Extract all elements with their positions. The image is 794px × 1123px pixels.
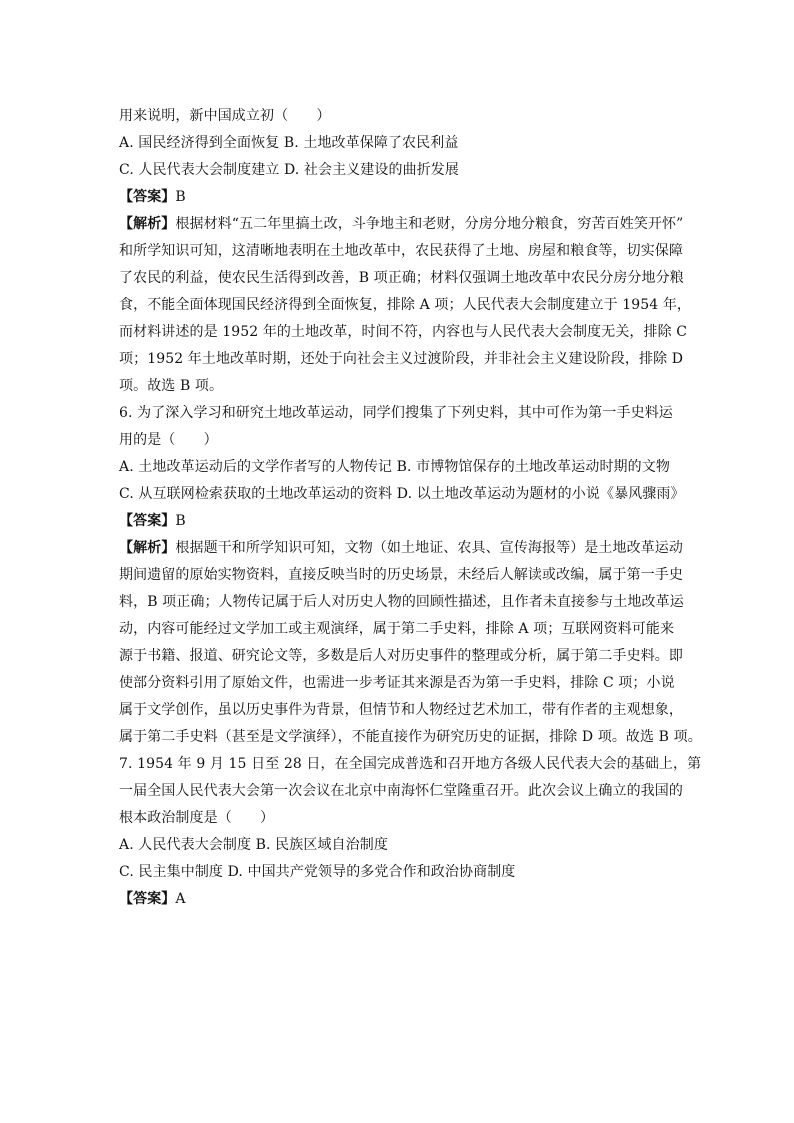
q5-analysis-line: 了农民的利益，使农民生活得到改善，B 项正确；材料仅强调土地改革中农民分房分地分粮 — [119, 270, 684, 286]
q6-answer — [119, 508, 681, 535]
q6-analysis-line: 使部分资料引用了原始文件，也需进一步考证其来源是否为第一手史料，排除 C 项；小说 — [119, 675, 675, 691]
q7-stem-line: 一届全国人民代表大会第一次会议在北京中南海怀仁堂隆重召开。此次会议上确立的我国的 — [119, 783, 683, 799]
q5-analysis-line — [119, 211, 684, 238]
analysis-tag: 【解析】 — [119, 216, 176, 232]
q5-options-cd: C. 人民代表大会制度建立 D. 社会主义建设的曲折发展 — [119, 162, 459, 178]
analysis-text: 根据材料“五二年里搞土改，斗争地主和老财，分房分地分粮食，穷苦百姓笑开怀” — [175, 216, 684, 232]
q7-stem-line: 根本政治制度是（ ） — [119, 810, 275, 826]
q5-options-ab: A. 国民经济得到全面恢复 B. 土地改革保障了农民利益 — [119, 135, 459, 151]
answer-value: B — [175, 189, 186, 205]
analysis-text: 根据题干和所学知识可知，文物（如土地证、农具、宣传海报等）是土地改革运动 — [175, 540, 684, 556]
q5-analysis-line: 项；1952 年土地改革时期，还处于向社会主义过渡阶段，并非社会主义建设阶段，排除 D — [119, 351, 684, 367]
q6-analysis-line: 期间遗留的原始实物资料，直接反映当时的历史场景，未经后人解读或改编，属于第一手史 — [119, 567, 683, 583]
q7-options-cd: C. 民主集中制度 D. 中国共产党领导的多党合作和政治协商制度 — [119, 864, 516, 880]
q6-analysis-line — [119, 535, 684, 562]
q7-stem-line: 7. 1954 年 9 月 15 日至 28 日，在全国完成普选和召开地方各级人民代表大会的基础上，第 — [119, 756, 702, 772]
answer-tag: 【答案】 — [119, 513, 176, 529]
q6-stem-line: 6. 为了深入学习和研究土地改革运动，同学们搜集了下列史料，其中可作为第一手史料运 — [119, 405, 673, 421]
q6-stem-line: 用的是（ ） — [119, 432, 218, 448]
q6-analysis-line: 源于书籍、报道、研究论文等，多数是后人对历史事件的整理或分析，属于第二手史料。即 — [119, 648, 683, 664]
q6-analysis-line: 属于文学创作，虽以历史事件为背景，但情节和人物经过艺术加工，带有作者的主观想象， — [119, 702, 683, 718]
q6-analysis-line: 属于第二手史料（甚至是文学演绎），不能直接作为研究历史的证据，排除 D 项。故选 B 项。 — [119, 729, 702, 745]
q5-answer — [119, 184, 681, 211]
q6-analysis-line: 料，B 项正确；人物传记属于后人对历史人物的回顾性描述，且作者未直接参与土地改革运 — [119, 594, 684, 610]
q5-stem-tail: 用来说明，新中国成立初（ ） — [119, 108, 331, 124]
answer-tag: 【答案】 — [119, 189, 176, 205]
answer-value: A — [175, 891, 186, 907]
q6-options-ab: A. 土地改革运动后的文学作者写的人物传记 B. 市博物馆保存的土地改革运动时期的文物 — [119, 459, 670, 475]
answer-value: B — [175, 513, 186, 529]
q6-options-cd: C. 从互联网检索获取的土地改革运动的资料 D. 以土地改革运动为题材的小说《暴风骤雨》 — [119, 486, 685, 502]
q5-analysis-line: 食，不能全面体现国民经济得到全面恢复，排除 A 项；人民代表大会制度建立于 1954 年， — [119, 297, 692, 313]
q7-options-ab: A. 人民代表大会制度 B. 民族区域自治制度 — [119, 837, 388, 853]
q6-analysis-line: 动，内容可能经过文学加工或主观演绎，属于第二手史料，排除 A 项；互联网资料可能来 — [119, 621, 675, 637]
q5-analysis-line: 和所学知识可知，这清晰地表明在土地改革中，农民获得了土地、房屋和粮食等，切实保障 — [119, 243, 683, 259]
q5-analysis-line: 项。故选 B 项。 — [119, 378, 224, 394]
q5-analysis-line: 而材料讲述的是 1952 年的土地改革，时间不符，内容也与人民代表大会制度无关，排除 C — [119, 324, 688, 340]
answer-tag: 【答案】 — [119, 891, 176, 907]
analysis-tag: 【解析】 — [119, 540, 176, 556]
q7-answer — [119, 886, 681, 913]
document-body — [119, 103, 702, 913]
